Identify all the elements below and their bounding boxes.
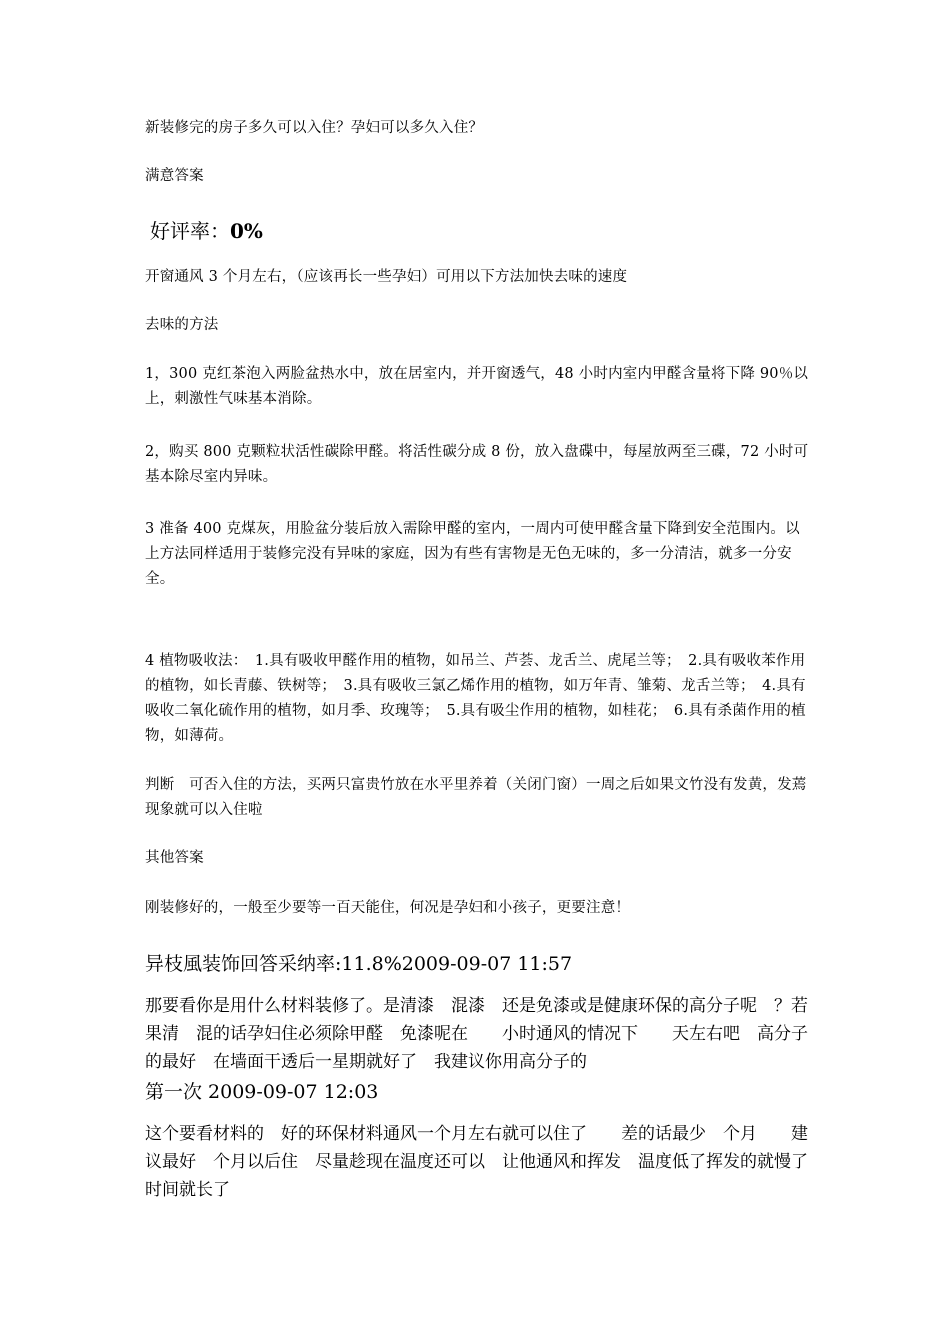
rating-value: 0% xyxy=(230,219,263,243)
answer-3-header: 第一次 2009-09-07 12:03 xyxy=(145,1081,379,1103)
other-answer-1: 刚装修好的，一般至少要等一百天能住，何况是孕妇和小孩子，更要注意！ xyxy=(145,900,631,916)
best-answer-intro: 开窗通风 3 个月左右，（应该再长一些孕妇）可用以下方法加快去味的速度 xyxy=(145,269,628,285)
method-4: 4 植物吸收法： 1.具有吸收甲醛作用的植物，如吊兰、芦荟、龙舌兰、虎尾兰等； 2.具有吸收苯作用的植物，如长青藤、铁树等； 3.具有吸收三氯乙烯作用的植物，如万年青、雏菊、龙舌兰等； 4.具有吸收二氧化硫作用的植物，如月季、玫瑰等； 5.具有吸尘作用的植物，如桂花； 6.具有杀菌作用的植物，如薄荷。 xyxy=(145,653,806,744)
method-3: 3 准备 400 克煤灰，用脸盆分装后放入需除甲醛的室内，一周内可使甲醛含量下降到安全范围内。以上方法同样适用于装修完没有异味的家庭，因为有些有害物是无色无味的，多一分清洁，就多一分安全。 xyxy=(145,521,800,587)
method-1: 1，300 克红茶泡入两脸盆热水中，放在居室内，并开窗透气，48 小时内室内甲醛含量将下降 90％以上，刺激性气味基本消除。 xyxy=(145,366,809,407)
best-answer-label: 满意答案 xyxy=(145,168,204,184)
answer-2-text: 那要看你是用什么材料装修了。是清漆 混漆 还是免漆或是健康环保的高分子呢 ？若果清 混的话孕妇住必须除甲醛 免漆呢在 小时通风的情况下 天左右吧 高分子的最好 在墙面干透后一星期就好了 我建议你用高分子的 xyxy=(145,996,808,1072)
rating xyxy=(150,216,815,246)
answer-3-text: 这个要看材料的 好的环保材料通风一个月左右就可以住了 差的话最少 个月 建议最好 个月以后住 尽量趁现在温度还可以 让他通风和挥发 温度低了挥发的就慢了时间就长了 xyxy=(145,1124,808,1200)
methods-heading: 去味的方法 xyxy=(145,317,219,333)
judge-method: 判断 可否入住的方法，买两只富贵竹放在水平里养着（关闭门窗）一周之后如果文竹没有发黄，发蔫现象就可以入住啦 xyxy=(145,777,807,818)
question-title: 新装修完的房子多久可以入住？孕妇可以多久入住？ xyxy=(145,120,484,136)
method-2: 2，购买 800 克颗粒状活性碳除甲醛。将活性碳分成 8 份，放入盘碟中，每屋放两至三碟，72 小时可基本除尽室内异味。 xyxy=(145,444,809,485)
other-answers-label: 其他答案 xyxy=(145,850,204,866)
answer-2-header: 异枝風装饰回答采纳率:11.8%2009-09-07 11:57 xyxy=(145,953,573,975)
rating-label: 好评率： xyxy=(150,219,230,243)
